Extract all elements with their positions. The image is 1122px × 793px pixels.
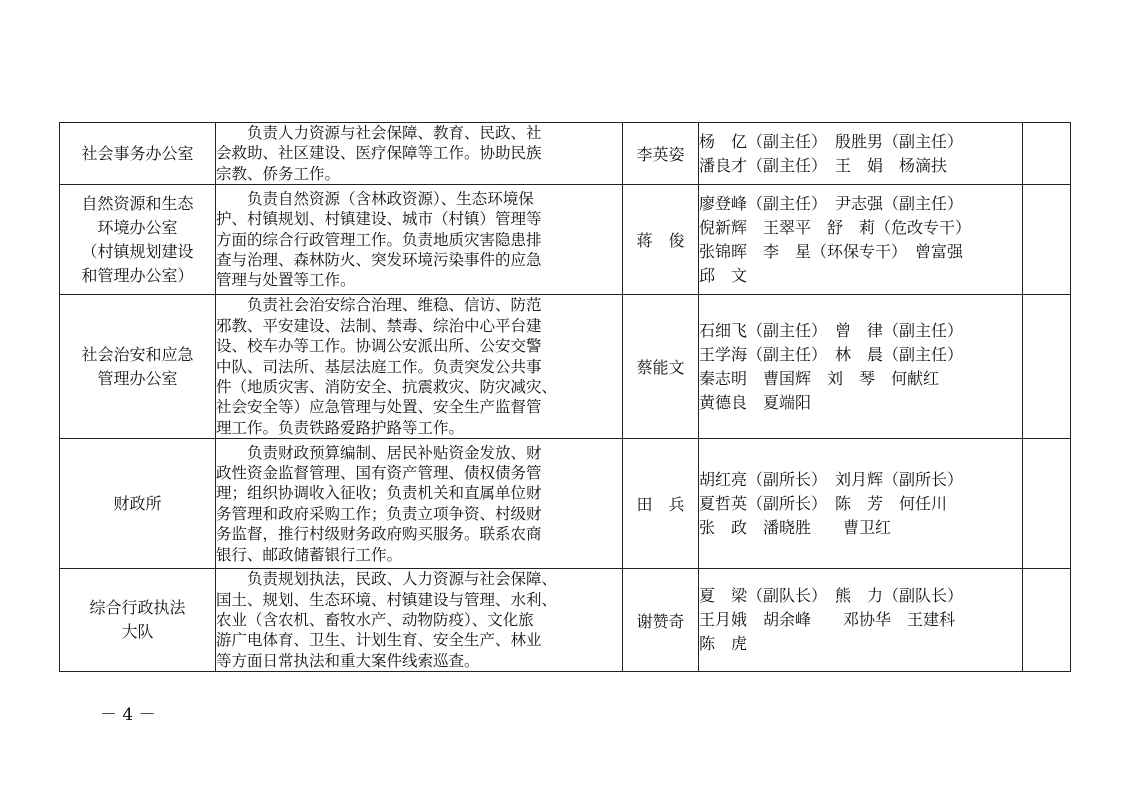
duties-cell bbox=[216, 295, 623, 439]
staff-line: 邱 文 bbox=[699, 265, 748, 285]
staff-line: 秦志明 曹国辉 刘 琴 何献红 bbox=[699, 368, 940, 388]
duty-line: 等方面日常执法和重大案件线索巡查。 bbox=[216, 651, 480, 670]
duty-line: 负责人力资源与社会保障、教育、民政、社 bbox=[216, 124, 542, 142]
table-row bbox=[60, 439, 1071, 569]
leader-cell: 田 兵 bbox=[623, 439, 699, 569]
department-name-line: 大队 bbox=[121, 622, 154, 642]
department-name-line: （村镇规划建设 bbox=[81, 241, 194, 261]
staff-line: 潘良才（副主任） 王 娟 杨滴扶 bbox=[699, 155, 948, 175]
staff-line: 倪新辉 王翠平 舒 莉（危改专干） bbox=[699, 217, 972, 237]
leader-cell: 蒋 俊 bbox=[623, 185, 699, 295]
duty-line: 游广电体育、卫生、计划生育、安全生产、林业 bbox=[216, 631, 542, 650]
department-name-line: 财政所 bbox=[113, 493, 162, 513]
leader-cell: 谢赞奇 bbox=[623, 569, 699, 672]
duty-line: 邪教、平安建设、法制、禁毒、综治中心平台建 bbox=[216, 316, 542, 335]
department-name-line: 管理办公室 bbox=[97, 368, 178, 388]
duties-cell bbox=[216, 185, 623, 295]
staff-line: 王学海（副主任） 林 晨（副主任） bbox=[699, 344, 964, 364]
duty-line: 政性资金监督管理、国有资产管理、债权债务管 bbox=[216, 463, 542, 482]
note-cell bbox=[1023, 185, 1071, 295]
department-name-cell bbox=[60, 295, 216, 439]
staff-line: 陈 虎 bbox=[699, 634, 748, 654]
duty-line: 社会安全等）应急管理与处置、安全生产监督管 bbox=[216, 398, 542, 417]
staff-line: 廖登峰（副主任） 尹志强（副主任） bbox=[699, 193, 964, 213]
table-row bbox=[60, 295, 1071, 439]
duty-line: 宗教、侨务工作。 bbox=[216, 164, 341, 183]
duty-line: 设、校车办等工作。协调公安派出所、公安交警 bbox=[216, 337, 542, 356]
department-name-line: 社会治安和应急 bbox=[81, 344, 194, 364]
duty-line: 理；组织协调收入征收；负责机关和直属单位财 bbox=[216, 484, 542, 503]
table-row bbox=[60, 185, 1071, 295]
duty-line: 查与治理、森林防火、突发环境污染事件的应急 bbox=[216, 250, 542, 269]
table-row bbox=[60, 123, 1071, 185]
staff-cell bbox=[699, 569, 1023, 672]
duty-line: 管理与处置等工作。 bbox=[216, 271, 356, 290]
staff-line: 王月娥 胡余峰 邓协华 王建科 bbox=[699, 610, 956, 630]
duty-line: 负责社会治安综合治理、维稳、信访、防范 bbox=[216, 296, 542, 315]
note-cell bbox=[1023, 295, 1071, 439]
staff-line: 张锦晖 李 星（环保专干） 曾富强 bbox=[699, 241, 964, 261]
staff-line: 杨 亿（副主任） 殷胜男（副主任） bbox=[699, 131, 964, 151]
table-row bbox=[60, 569, 1071, 672]
staff-line: 胡红亮（副所长） 刘月辉（副所长） bbox=[699, 469, 964, 489]
duty-line: 负责规划执法，民政、人力资源与社会保障、 bbox=[216, 570, 558, 589]
staff-line: 黄德良 夏端阳 bbox=[699, 392, 812, 412]
duty-line: 会救助、社区建设、医疗保障等工作。协助民族 bbox=[216, 144, 542, 163]
page-number: － 4 － bbox=[100, 705, 156, 725]
staff-line: 张 政 潘晓胜 曹卫红 bbox=[699, 517, 892, 537]
department-name-line: 社会事务办公室 bbox=[81, 143, 194, 163]
department-name-line: 环境办公室 bbox=[97, 217, 178, 237]
duty-line: 银行、邮政储蓄银行工作。 bbox=[216, 545, 403, 564]
staff-line: 夏哲英（副所长） 陈 芳 何任川 bbox=[699, 493, 948, 513]
duty-line: 件（地质灾害、消防安全、抗震救灾、防灾减灾、 bbox=[216, 377, 558, 396]
duties-cell bbox=[216, 123, 623, 185]
duty-line: 国土、规划、生态环境、村镇建设与管理、水利、 bbox=[216, 590, 558, 609]
staff-cell bbox=[699, 439, 1023, 569]
staff-line: 石细飞（副主任） 曾 律（副主任） bbox=[699, 320, 964, 340]
staff-line: 夏 梁（副队长） 熊 力（副队长） bbox=[699, 586, 964, 606]
duty-line: 中队、司法所、基层法庭工作。负责突发公共事 bbox=[216, 357, 542, 376]
duty-line: 农业（含农机、畜牧水产、动物防疫）、文化旅 bbox=[216, 611, 534, 630]
staff-cell bbox=[699, 185, 1023, 295]
department-name-line: 综合行政执法 bbox=[89, 598, 186, 618]
department-name-line: 自然资源和生态 bbox=[81, 193, 194, 213]
note-cell bbox=[1023, 123, 1071, 185]
department-name-line: 和管理办公室） bbox=[81, 265, 194, 285]
duty-line: 负责财政预算编制、居民补贴资金发放、财 bbox=[216, 443, 542, 462]
department-name-cell bbox=[60, 185, 216, 295]
department-table bbox=[59, 122, 1071, 672]
duty-line: 理工作。负责铁路爱路护路等工作。 bbox=[216, 418, 465, 437]
duty-line: 务管理和政府采购工作；负责立项争资、村级财 bbox=[216, 504, 542, 523]
duty-line: 方面的综合行政管理工作。负责地质灾害隐患排 bbox=[216, 230, 542, 249]
department-name-cell bbox=[60, 439, 216, 569]
duties-cell bbox=[216, 569, 623, 672]
duty-line: 务监督，推行村级财务政府购买服务。联系农商 bbox=[216, 525, 542, 544]
department-name-cell bbox=[60, 123, 216, 185]
duty-line: 负责自然资源（含林政资源）、生态环境保 bbox=[216, 189, 534, 208]
department-name-cell bbox=[60, 569, 216, 672]
leader-cell: 蔡能文 bbox=[623, 295, 699, 439]
note-cell bbox=[1023, 569, 1071, 672]
note-cell bbox=[1023, 439, 1071, 569]
duty-line: 护、村镇规划、村镇建设、城市（村镇）管理等 bbox=[216, 210, 542, 229]
department-table-body bbox=[60, 123, 1071, 672]
staff-cell bbox=[699, 123, 1023, 185]
staff-cell bbox=[699, 295, 1023, 439]
duties-cell bbox=[216, 439, 623, 569]
leader-cell: 李英姿 bbox=[623, 123, 699, 185]
